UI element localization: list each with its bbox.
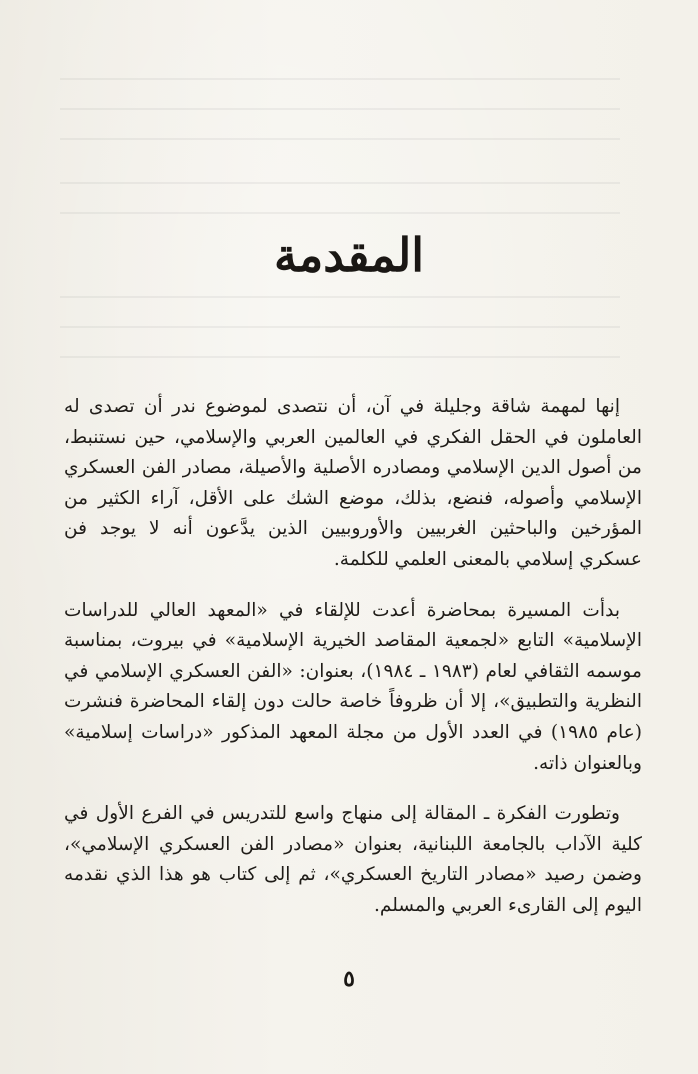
bleed-through-line [60, 78, 620, 80]
paragraph: إنها لمهمة شاقة وجليلة في آن، أن نتصدى لموضوع ندر أن تصدى له العاملون في الحقل الفكري في العالمين العربي والإسلامي، حين نستنبط، من أصول الدين الإسلامي ومصادره الأصلية والأصيلة، مصادر الفن العسكري الإسلامي وأصوله، فنضع، بذلك، موضع الشك على الأقل، آراء الكثير من المؤرخين والباحثين الغربيين والأوروبيين الذين يدَّعون أنه لا يوجد فن عسكري إسلامي بالمعنى العلمي للكلمة. [64, 396, 642, 570]
bleed-through-line [60, 108, 620, 110]
paragraph: بدأت المسيرة بمحاضرة أعدت للإلقاء في «المعهد العالي للدراسات الإسلامية» التابع «لجمعية المقاصد الخيرية الإسلامية» في بيروت، بمناسبة موسمه الثقافي لعام (١٩٨٣ ـ ١٩٨٤)، بعنوان: «الفن العسكري الإسلامي في النظرية والتطبيق»، إلا أن ظروفاً خاصة حالت دون إلقاء المحاضرة فنشرت (عام ١٩٨٥) في العدد الأول من مجلة المعهد المذكور «دراسات إسلامية» وبالعنوان ذاته. [64, 599, 642, 774]
bleed-through-line [60, 356, 620, 358]
bleed-through-line [60, 326, 620, 328]
bleed-through-line [60, 138, 620, 140]
paragraph: وتطورت الفكرة ـ المقالة إلى منهاج واسع للتدريس في الفرع الأول في كلية الآداب بالجامعة اللبنانية، بعنوان «مصادر الفن العسكري الإسلامي»، وضمن رصيد «مصادر التاريخ العسكري»، ثم إلى كتاب هو هذا الذي نقدمه اليوم إلى القارىء العربي والمسلم. [64, 803, 642, 916]
bleed-through-line [60, 296, 620, 298]
bleed-through-line [60, 182, 620, 184]
bleed-through-line [60, 212, 620, 214]
page-title: المقدمة [273, 228, 425, 282]
body-text [64, 392, 642, 942]
page-number: ٥ [343, 966, 355, 992]
